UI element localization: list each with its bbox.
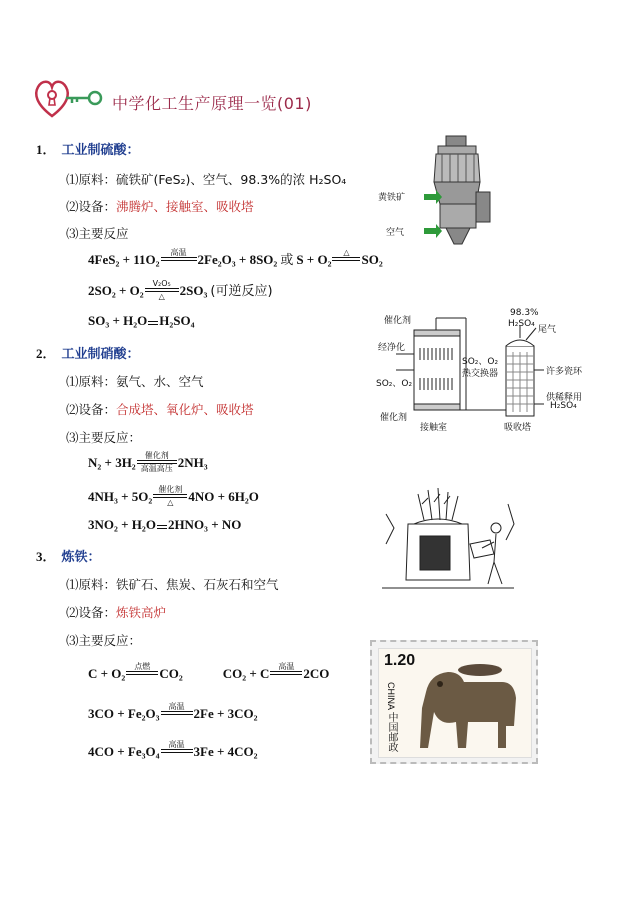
equation-3-2: 3CO + Fe₂O₃ 高温 2Fe + 3CO₂ <box>88 702 258 721</box>
contact-process-figure <box>376 308 616 438</box>
section-number: 2． <box>36 346 56 361</box>
page-title: 中学化工生产原理一览(01) <box>112 94 312 113</box>
stamp-value: 1.20 <box>384 652 416 669</box>
heart-key-icon <box>32 76 104 120</box>
section-2-heading: 2． 工业制硝酸： <box>36 346 140 362</box>
section-1-material: ⑴原料：硫铁矿(FeS₂)、空气、98.3%的浓 H₂SO₄ <box>66 172 347 187</box>
equation-2-1: N₂ + 3H₂ 催化剂 高温高压 2NH₃ <box>88 451 208 473</box>
label-ceramic-rings: 许多瓷环 <box>546 367 583 377</box>
stamp-country: 中国邮政 <box>386 712 397 752</box>
label-so2-o2-in: SO₂、O₂ <box>376 379 413 389</box>
label-h2so4-bottom: H₂SO₄ <box>550 401 577 411</box>
equation-3-1: C + O₂ 点燃 CO₂ CO₂ + C 高温 2CO <box>88 662 330 681</box>
equation-2-3: 3NO₂ + H₂O 2HNO₃ + NO <box>88 517 242 532</box>
label-absorption-tower: 吸收塔 <box>504 423 532 433</box>
smelting-icon <box>378 484 518 596</box>
equation-3-3: 4CO + Fe₃O₄ 高温 3Fe + 4CO₂ <box>88 740 258 759</box>
equation-1-3: SO₃ + H₂O H₂SO₄ <box>88 313 195 328</box>
section-3-reactions-label: ⑶主要反应： <box>66 633 142 648</box>
section-2-equipment: ⑵设备：合成塔、氧化炉、吸收塔 <box>66 402 254 417</box>
label-tail-gas: 尾气 <box>538 325 557 335</box>
boiling-furnace-figure <box>380 132 510 252</box>
equation-2-2: 4NH₃ + 5O₂ 催化剂 △ 4NO + 6H₂O <box>88 485 259 507</box>
section-2-reactions-label: ⑶主要反应： <box>66 430 142 445</box>
label-catalyst-bottom: 催化剂 <box>380 413 408 423</box>
label-heat-exchanger: 热交换器 <box>462 369 499 379</box>
equation-1-1: 4FeS₂ + 11O₂ 高温 2Fe₂O₃ + 8SO₂ 或 S + O₂ △ SO₂ <box>88 248 383 268</box>
section-3-equipment: ⑵设备：炼铁高炉 <box>66 605 167 620</box>
heart-key-logo <box>32 76 104 120</box>
postage-stamp <box>370 640 538 764</box>
label-983: 98.3% <box>510 308 539 318</box>
section-number: 3． <box>36 549 56 564</box>
section-1-heading: 1． 工业制硫酸： <box>36 142 140 158</box>
label-air: 空气 <box>386 228 405 238</box>
section-2-material: ⑴原料：氨气、水、空气 <box>66 374 204 389</box>
label-purified: 经净化 <box>378 343 406 353</box>
label-ore: 黄铁矿 <box>378 193 406 203</box>
label-catalyst-top: 催化剂 <box>384 316 412 326</box>
section-3-material: ⑴原料：铁矿石、焦炭、石灰石和空气 <box>66 577 279 592</box>
label-dilute: 供稀释用 <box>546 393 583 403</box>
section-3-heading: 3． 炼铁： <box>36 549 101 565</box>
ancient-smelting-figure <box>378 484 518 596</box>
section-number: 1． <box>36 142 56 157</box>
label-contact-chamber: 接触室 <box>420 423 448 433</box>
stamp-country-en: CHINA <box>386 682 396 711</box>
label-so2-o2-hx: SO₂、O₂ <box>462 357 499 367</box>
bronze-lion-icon <box>406 652 526 756</box>
section-1-reactions-label: ⑶主要反应 <box>66 226 129 241</box>
equation-1-2: 2SO₂ + O₂ V₂O₅ △ 2SO₃ (可逆反应) <box>88 279 273 301</box>
section-1-equipment: ⑵设备：沸腾炉、接触室、吸收塔 <box>66 199 254 214</box>
label-h2so4-top: H₂SO₄ <box>508 319 535 329</box>
